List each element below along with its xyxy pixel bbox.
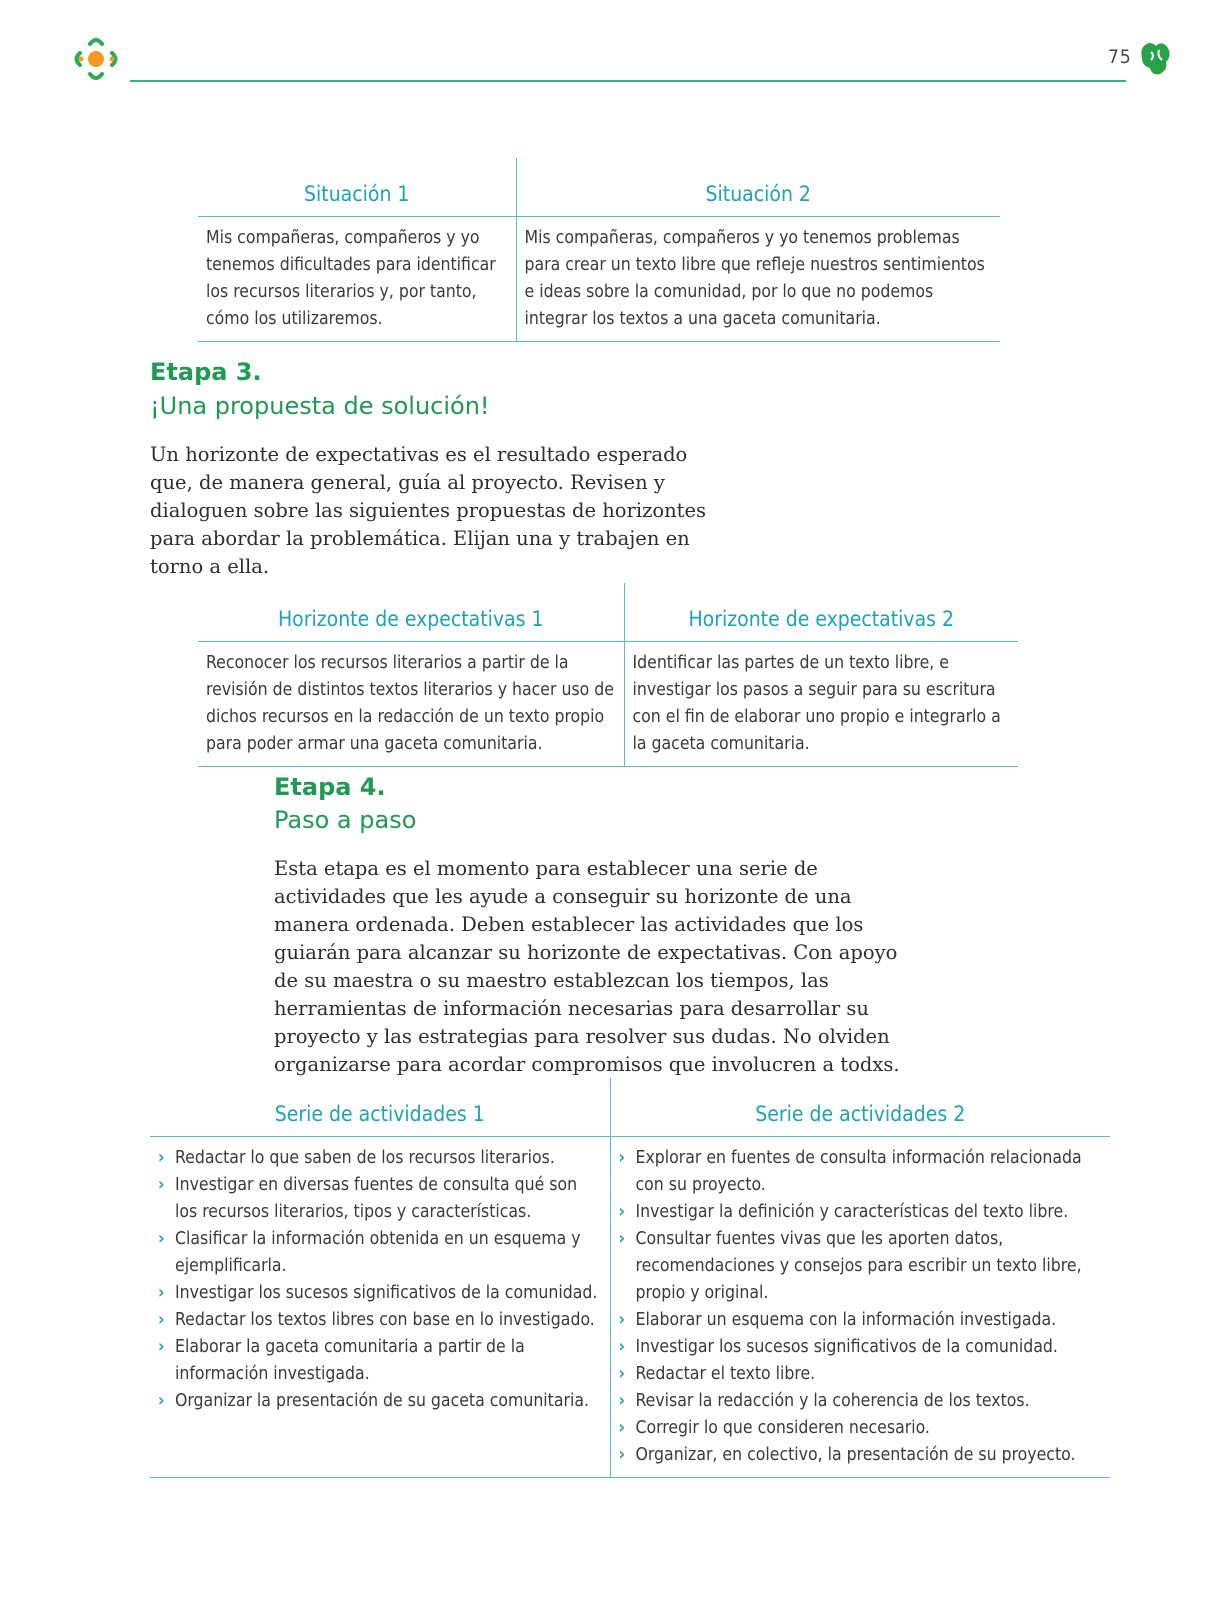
header-rule [130, 80, 1126, 82]
list-item: › Investigar la definición y características del texto libre. [619, 1199, 1103, 1226]
horizon-1-header: Horizonte de expectativas 1 [198, 583, 624, 642]
list-item: › Explorar en fuentes de consulta información relacionada con su proyecto. [619, 1145, 1103, 1199]
list-item: › Corregir lo que consideren necesario. [619, 1415, 1103, 1442]
etapa-3-body: Un horizonte de expectativas es el resultado esperado que, de manera general, guía al proyecto. Revisen y dialoguen sobre las siguientes propuestas de horizontes para abordar la problemática. Elijan una y trabajen en torno a ella. [150, 443, 707, 578]
horizon-1-text: Reconocer los recursos literarios a partir de la revisión de distintos textos literarios y hacer uso de dichos recursos en la redacción de un texto propio para poder armar una gaceta comunitaria. [198, 642, 624, 767]
list-item: › Organizar, en colectivo, la presentación de su proyecto. [619, 1442, 1103, 1469]
activities-2-header: Serie de actividades 2 [610, 1078, 1110, 1137]
activities-2-cell [610, 1137, 1110, 1478]
situation-2-text: Mis compañeras, compañeros y yo tenemos problemas para crear un texto libre que refleje nuestros sentimientos e ideas sobre la comunidad, por lo que no podemos integrar los textos a una gaceta comunitaria. [516, 217, 1000, 342]
activities-table [150, 1078, 1110, 1478]
list-item: › Organizar la presentación de su gaceta comunitaria. [158, 1388, 602, 1415]
list-item: › Elaborar un esquema con la información investigada. [619, 1307, 1103, 1334]
etapa-3-number: Etapa 3. [150, 358, 262, 386]
list-item: › Revisar la redacción y la coherencia de los textos. [619, 1388, 1103, 1415]
activities-1-cell [150, 1137, 610, 1478]
flower-dots-logo [72, 34, 126, 84]
page-number: 75 [1108, 46, 1132, 68]
horizon-2-text: Identificar las partes de un texto libre, e investigar los pasos a seguir para su escritura con el fin de elaborar uno propio e integrarlo a la gaceta comunitaria. [624, 642, 1018, 767]
list-item: › Redactar el texto libre. [619, 1361, 1103, 1388]
etapa-4-number: Etapa 4. [274, 773, 386, 801]
list-item: › Consultar fuentes vivas que les aporten datos, recomendaciones y consejos para escribir un texto libre, propio y original. [619, 1226, 1103, 1307]
horizons-table [198, 583, 1018, 767]
horizon-2-header: Horizonte de expectativas 2 [624, 583, 1018, 642]
list-item: › Investigar los sucesos significativos de la comunidad. [619, 1334, 1103, 1361]
etapa-4-title: Paso a paso [274, 806, 417, 834]
etapa-4-body: Esta etapa es el momento para establecer una serie de actividades que les ayude a conseguir su horizonte de una manera ordenada. Deben establecer las actividades que los guiarán para alcanzar su horizonte de expectativas. Con apoyo de su maestra o su maestro establezcan los tiempos, las herramientas de información necesarias para desarrollar su proyecto y las estrategias para resolver sus dudas. No olviden organizarse para acordar compromisos que involucren a todxs. [274, 857, 900, 1076]
green-glyph-icon [1140, 40, 1172, 76]
list-item: › Investigar en diversas fuentes de consulta qué son los recursos literarios, tipos y características. [158, 1172, 602, 1226]
activities-2-list [619, 1145, 1103, 1469]
situation-2-header: Situación 2 [516, 158, 1000, 217]
list-item: › Redactar los textos libres con base en lo investigado. [158, 1307, 602, 1334]
activities-1-header: Serie de actividades 1 [150, 1078, 610, 1137]
situation-1-header: Situación 1 [198, 158, 516, 217]
list-item: › Elaborar la gaceta comunitaria a partir de la información investigada. [158, 1334, 602, 1388]
situation-1-text: Mis compañeras, compañeros y yo tenemos dificultades para identificar los recursos literarios y, por tanto, cómo los utilizaremos. [198, 217, 516, 342]
activities-1-list [158, 1145, 602, 1415]
list-item: › Clasificar la información obtenida en un esquema y ejemplificarla. [158, 1226, 602, 1280]
etapa-3-title: ¡Una propuesta de solución! [150, 392, 490, 420]
list-item: › Redactar lo que saben de los recursos literarios. [158, 1145, 602, 1172]
list-item: › Investigar los sucesos significativos de la comunidad. [158, 1280, 602, 1307]
situations-table [198, 158, 1000, 342]
